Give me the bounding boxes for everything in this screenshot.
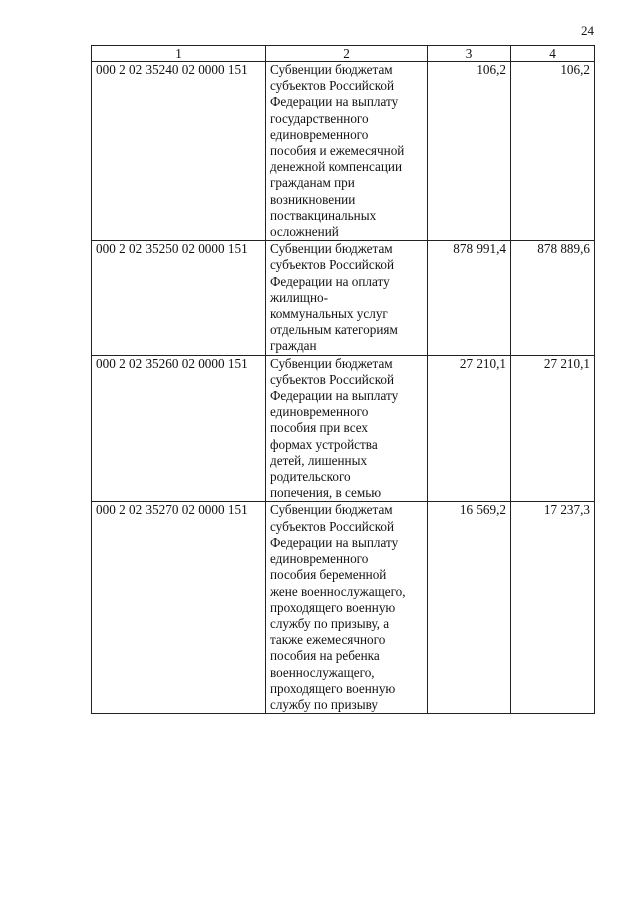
table-row bbox=[92, 62, 595, 241]
description-line: пособия на ребенка bbox=[270, 648, 380, 664]
table-row bbox=[92, 241, 595, 355]
description-line: субъектов Российской bbox=[270, 518, 395, 534]
column-header-3: 3 bbox=[428, 46, 511, 62]
description-line: родительского bbox=[270, 469, 351, 485]
amount-cell-col4: 878 889,6 bbox=[511, 241, 595, 355]
amount-cell-col4: 106,2 bbox=[511, 62, 595, 241]
description-line: проходящего военную bbox=[270, 599, 396, 615]
description-line: Субвенции бюджетам bbox=[270, 62, 393, 77]
amount-cell-col4: 17 237,3 bbox=[511, 502, 595, 714]
description-line: попечения, в семью bbox=[270, 485, 382, 501]
description-line: Субвенции бюджетам bbox=[270, 241, 393, 257]
description-line: пособия при всех bbox=[270, 420, 368, 436]
description-line: коммунальных услуг bbox=[270, 306, 388, 322]
budget-code-cell: 000 2 02 35240 02 0000 151 bbox=[92, 62, 266, 241]
description-line: жене военнослужащего, bbox=[270, 583, 406, 599]
description-line: денежной компенсации bbox=[270, 159, 403, 175]
description-line: также ежемесячного bbox=[270, 632, 386, 648]
column-header-1: 1 bbox=[92, 46, 266, 62]
description-line: формах устройства bbox=[270, 436, 378, 452]
description-line: детей, лишенных bbox=[270, 452, 368, 468]
description-line: субъектов Российской bbox=[270, 371, 395, 387]
amount-cell-col3: 16 569,2 bbox=[428, 502, 511, 714]
description-line: Федерации на выплату bbox=[270, 534, 399, 550]
budget-code-cell: 000 2 02 35250 02 0000 151 bbox=[92, 241, 266, 355]
column-header-4: 4 bbox=[511, 46, 595, 62]
description-line: службу по призыву, а bbox=[270, 615, 390, 631]
amount-cell-col3: 27 210,1 bbox=[428, 355, 511, 502]
description-line: единовременного bbox=[270, 404, 369, 420]
amount-cell-col4: 27 210,1 bbox=[511, 355, 595, 502]
description-line: жилищно- bbox=[270, 289, 329, 305]
budget-code-cell: 000 2 02 35260 02 0000 151 bbox=[92, 355, 266, 502]
column-header-2: 2 bbox=[266, 46, 428, 62]
description-line: Федерации на оплату bbox=[270, 273, 390, 289]
description-line: государственного bbox=[270, 110, 369, 126]
description-line: Федерации на выплату bbox=[270, 388, 399, 404]
description-line: Федерации на выплату bbox=[270, 94, 399, 110]
table-header-row bbox=[92, 46, 595, 62]
page-number: 24 bbox=[581, 23, 594, 38]
description-line: гражданам при bbox=[270, 175, 355, 191]
description-line: проходящего военную bbox=[270, 680, 396, 696]
description-line: осложнений bbox=[270, 224, 339, 240]
description-cell bbox=[266, 502, 428, 714]
description-line: субъектов Российской bbox=[270, 257, 395, 273]
budget-table bbox=[91, 45, 595, 714]
table-row bbox=[92, 502, 595, 714]
description-line: пособия и ежемесячной bbox=[270, 143, 405, 159]
description-line: поствакцинальных bbox=[270, 207, 377, 223]
description-line: единовременного bbox=[270, 551, 369, 567]
description-line: Субвенции бюджетам bbox=[270, 502, 393, 518]
description-line: граждан bbox=[270, 338, 317, 354]
description-cell bbox=[266, 62, 428, 241]
description-line: военнослужащего, bbox=[270, 664, 375, 680]
description-line: Субвенции бюджетам bbox=[270, 355, 393, 371]
description-line: субъектов Российской bbox=[270, 78, 395, 94]
description-line: отдельным категориям bbox=[270, 322, 398, 338]
description-cell bbox=[266, 355, 428, 502]
amount-cell-col3: 878 991,4 bbox=[428, 241, 511, 355]
budget-code-cell: 000 2 02 35270 02 0000 151 bbox=[92, 502, 266, 714]
description-line: единовременного bbox=[270, 126, 369, 142]
table-body bbox=[92, 62, 595, 714]
amount-cell-col3: 106,2 bbox=[428, 62, 511, 241]
description-cell bbox=[266, 241, 428, 355]
table-row bbox=[92, 355, 595, 502]
description-line: возникновении bbox=[270, 191, 356, 207]
description-line: пособия беременной bbox=[270, 567, 387, 583]
description-line: службу по призыву bbox=[270, 696, 378, 712]
